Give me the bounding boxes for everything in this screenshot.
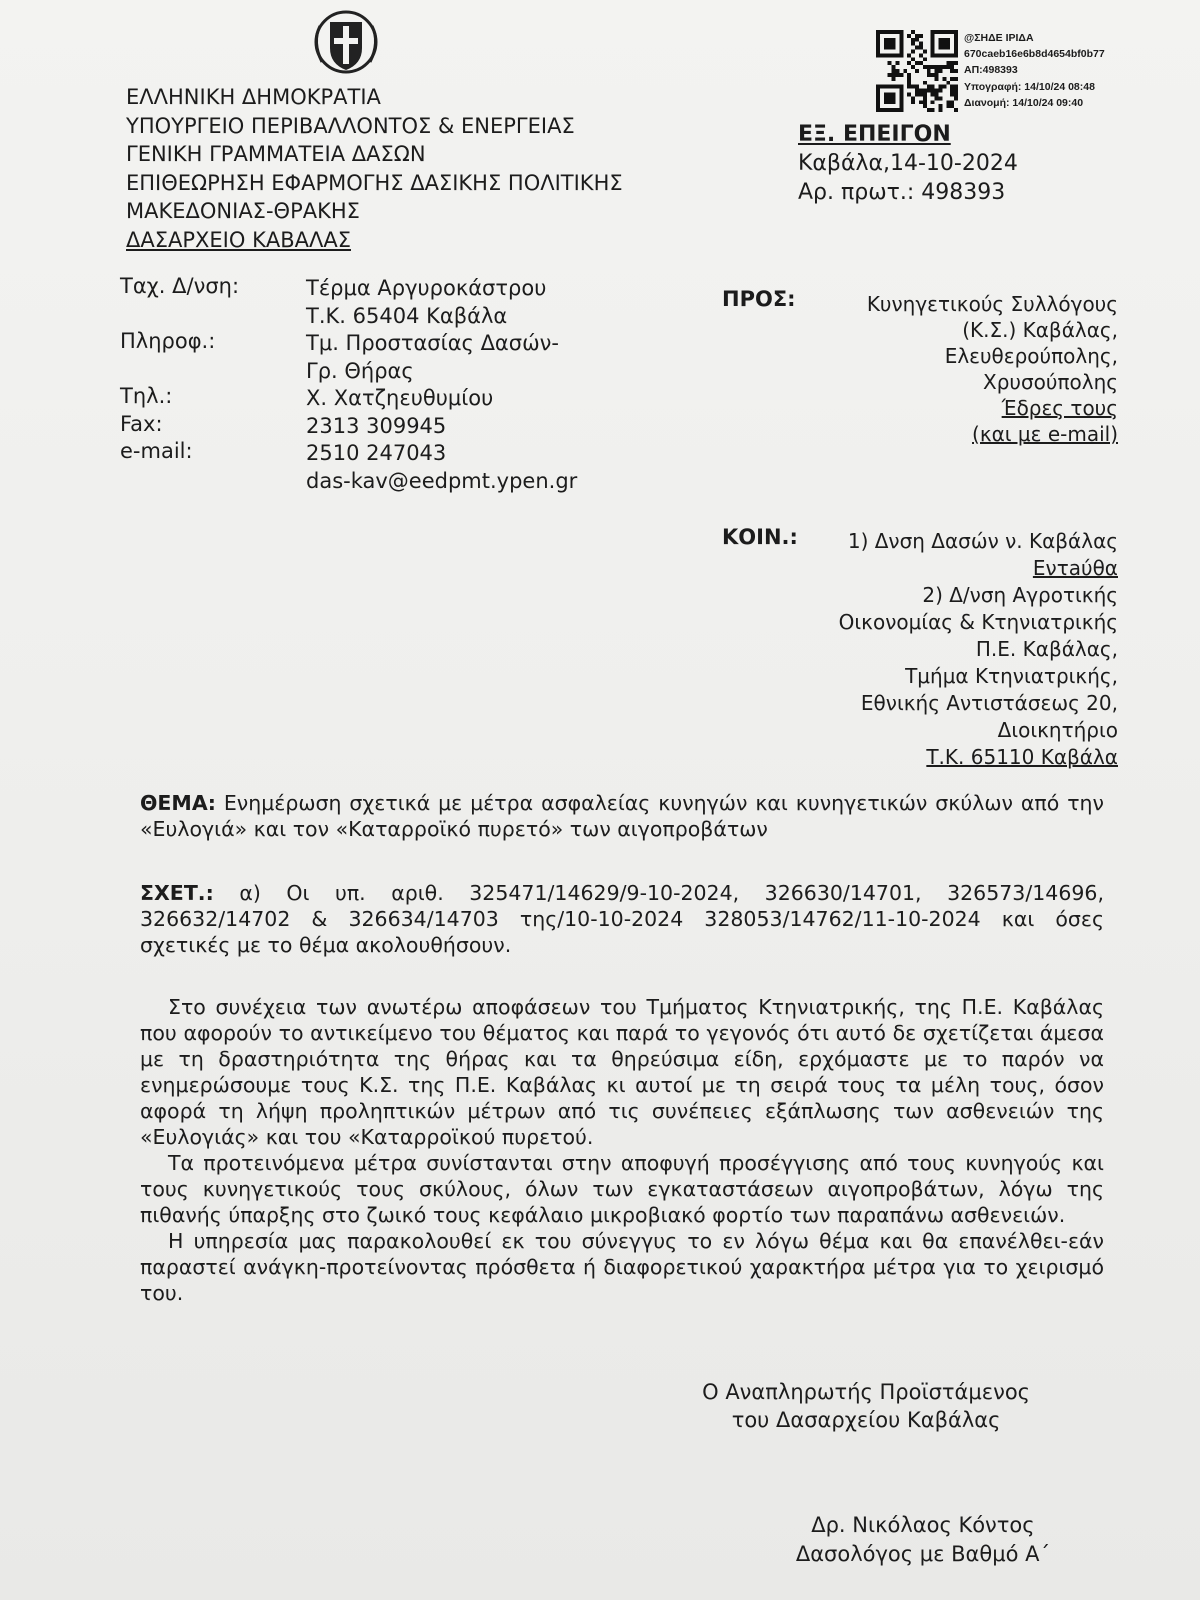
value-info-2: Γρ. Θήρας [306, 358, 414, 383]
org-line-3: ΓΕΝΙΚΗ ΓΡΑΜΜΑΤΕΙΑ ΔΑΣΩΝ [126, 142, 426, 166]
to-recipients [867, 291, 1118, 447]
label-email: e-mail: [120, 439, 193, 463]
value-address-2: Τ.Κ. 65404 Καβάλα [306, 303, 508, 328]
org-line-1: ΕΛΛΗΝΙΚΗ ΔΗΜΟΚΡΑΤΙΑ [126, 85, 381, 109]
body-paragraph-1: Στο συνέχεια των ανωτέρω αποφάσεων του Τμήματος Κτηνιατρικής, της Π.Ε. Καβάλας που αφορούν το αντικείμενο του θέματος και παρά το γεγονός ότι αυτό δε σχετίζεται άμεσα με τη δραστηριότητα της θήρας και τα θηρεύσιμα είδη, ερχόμαστε με το παρόν να ενημερώσουμε τους Κ.Σ. της Π.Ε. Καβάλας κι αυτοί με τη σειρά τους τα μέλη τους, όσον αφορά τη λήψη προληπτικών μέτρων από τις συνέπειες εξάπλωσης των ασθενειών της «Ευλογιάς» και του «Καταρροϊκού πυρετού. [140, 995, 1104, 1149]
org-line-5: ΜΑΚΕΔΟΝΙΑΣ-ΘΡΑΚΗΣ [126, 199, 360, 223]
stamp-line-2: 670caeb16e6b8d4654bf0b77 [964, 48, 1105, 61]
place-date: Καβάλα,14-10-2024 [798, 151, 1018, 176]
signature-title-1: Ο Αναπληρωτής Προϊστάμενος [702, 1380, 1030, 1404]
body-paragraph-3: Η υπηρεσία μας παρακολουθεί εκ του σύνεγγυς το εν λόγω θέμα και θα επανέλθει-εάν παραστεί ανάγκη-προτείνοντας πρόσθετα ή διαφορετικού χαρακτήρα μέτρα για το χειρισμό του. [140, 1229, 1104, 1305]
to-line-4: Χρυσούπολης [983, 370, 1118, 394]
label-address: Ταχ. Δ/νση: [120, 274, 240, 298]
stamp-line-3: ΑΠ:498393 [964, 64, 1018, 77]
cc-line-1: 1) Δνση Δασών ν. Καβάλας [847, 529, 1118, 553]
digital-stamp [964, 30, 1105, 111]
org-line-2: ΥΠΟΥΡΓΕΙΟ ΠΕΡΙΒΑΛΛΟΝΤΟΣ & ΕΝΕΡΓΕΙΑΣ [126, 113, 575, 138]
label-info: Πληροφ.: [120, 329, 216, 353]
cc-line-7: Εθνικής Αντιστάσεως 20, [860, 691, 1118, 715]
body-paragraph-2: Τα προτεινόμενα μέτρα συνίστανται στην αποφυγή προσέγγισης από τους κυνηγούς και τους κυνηγετικούς τους σκύλους, όλων των εγκαταστάσεων αιγοπροβάτων, λόγω της πιθανής ύπαρξης στο ζωικό τους κεφάλαιο μικροβιακό φορτίο των παραπάνω ασθενειών. [140, 1151, 1104, 1227]
reference-label: ΣΧΕΤ.: [140, 881, 214, 905]
label-spacer [120, 356, 239, 384]
cc-line-3: 2) Δ/νση Αγροτικής [922, 583, 1118, 607]
cc-line-6: Τμήμα Κτηνιατρικής, [905, 664, 1118, 688]
protocol-number: Αρ. πρωτ.: 498393 [798, 180, 1006, 205]
to-line-3: Ελευθερούπολης, [944, 344, 1118, 368]
cc-line-2: Εντaύθα [1032, 556, 1118, 580]
value-address-1: Τέρμα Αργυροκάστρου [306, 276, 547, 300]
value-fax: 2510 247043 [306, 441, 447, 465]
document-meta [798, 120, 1018, 207]
subject-label: ΘΕΜΑ: [140, 791, 216, 815]
stamp-line-5: Διανομή: 14/10/24 09:40 [964, 96, 1084, 109]
stamp-line-4: Υπογραφή: 14/10/24 08:48 [964, 80, 1095, 93]
urgency-label: ΕΞ. ΕΠΕΙΓΟΝ [798, 122, 951, 147]
reference-text: α) Οι υπ. αριθ. 325471/14629/9-10-2024, 326630/14701, 326573/14696, 326632/14702 & 326634/14703 της/10-10-2024 328053/14762/11-10-2024 και όσες σχετικές με το θέμα ακολουθήσουν. [140, 881, 1104, 957]
label-fax: Fax: [120, 411, 163, 436]
cc-line-8: Διοικητήριο [997, 718, 1118, 742]
greek-emblem-icon [308, 8, 384, 76]
org-header [126, 83, 623, 254]
to-line-5: Έδρες τους [1001, 396, 1118, 420]
body-text [140, 994, 1104, 1306]
signatory-name: Δρ. Νικόλαος Κόντος [811, 1513, 1035, 1537]
cc-line-9: Τ.Κ. 65110 Καβάλα [926, 745, 1118, 769]
value-contact-person: Χ. Χατζηευθυμίου [306, 386, 494, 410]
cc-label: ΚΟΙΝ.: [722, 525, 798, 549]
value-phone: 2313 309945 [306, 413, 447, 438]
signatory-role: Δασολόγος με Βαθμό Α΄ [795, 1542, 1050, 1566]
to-label: ΠΡΟΣ: [722, 287, 796, 311]
cc-line-5: Π.Ε. Καβάλας, [975, 637, 1118, 661]
value-info-1: Τμ. Προστασίας Δασών- [306, 331, 559, 355]
to-line-2: (Κ.Σ.) Καβάλας, [962, 318, 1118, 342]
to-line-1: Κυνηγετικούς Συλλόγους [866, 292, 1118, 316]
org-line-4: ΕΠΙΘΕΩΡΗΣΗ ΕΦΑΡΜΟΓΗΣ ΔΑΣΙΚΗΣ ΠΟΛΙΤΙΚΗΣ [126, 170, 623, 195]
reference-block [140, 880, 1104, 958]
signature-title-2: του Δασαρχείου Καβάλας [731, 1408, 1001, 1432]
contact-values [306, 275, 577, 495]
cc-recipients [839, 528, 1118, 771]
contact-labels [120, 273, 239, 466]
org-line-6: ΔΑΣΑΡΧΕΙΟ ΚΑΒΑΛΑΣ [126, 227, 351, 252]
to-line-6: (και με e-mail) [972, 422, 1118, 446]
qr-code-icon [876, 30, 958, 112]
signature-block [796, 1511, 1050, 1569]
stamp-line-1: @ΣΗΔΕ ΙΡΙΔΑ [964, 32, 1034, 44]
label-spacer [120, 301, 239, 329]
subject-block [140, 790, 1104, 842]
cc-line-4: Οικονομίας & Κτηνιατρικής [838, 610, 1118, 634]
value-email: das-kav@eedpmt.ypen.gr [306, 468, 578, 493]
label-phone: Τηλ.: [120, 384, 173, 408]
signature-title [702, 1378, 1030, 1434]
subject-text: Ενημέρωση σχετικά με μέτρα ασφαλείας κυνηγών και κυνηγετικών σκύλων από την «Ευλογιά» και τον «Καταρροϊκό πυρετό» των αιγοπροβάτων [140, 791, 1104, 841]
